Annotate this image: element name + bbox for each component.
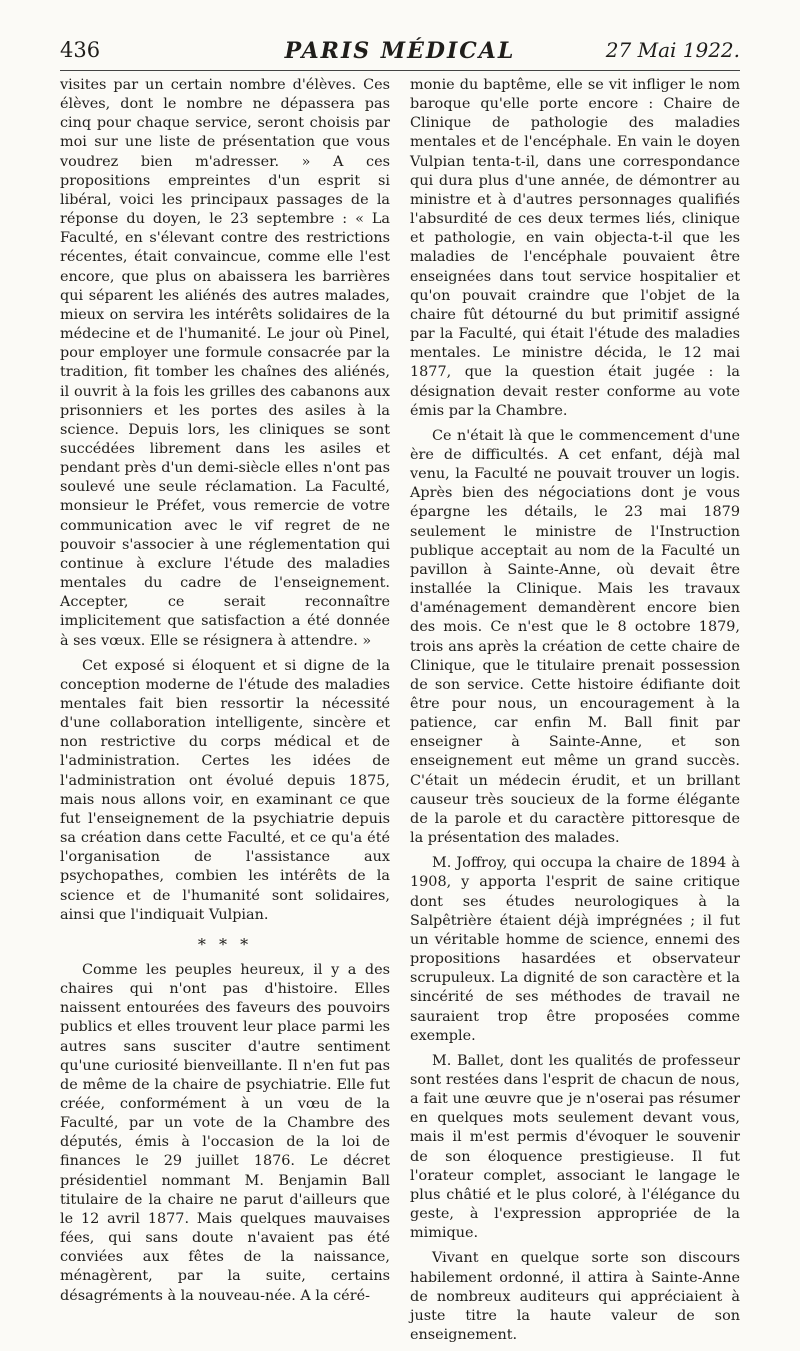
section-separator: * * * — [197, 934, 253, 954]
issue-date: 27 Mai 1922. — [605, 38, 740, 62]
paragraph: monie du baptême, elle se vit infliger le nom baroque qu'elle porte encore : Chaire de Clinique de pathologie des maladies mentales et de l'encéphale. En vain le doyen Vulpian tenta-t-il, dans une correspondance qui dura plus d'une année, de démontrer au ministre et à d'autres personnages qualifiés l'absurdité de ces deux termes liés, clinique et pathologie, en vain objecta-t-il que les maladies de l'encéphale pouvaient être enseignées dans tout service hospitalier et qu'on pouvait craindre que l'objet de la chaire fût détourné du but primitif assigné par la Faculté, qui était l'étude des maladies mentales. Le ministre décida, le 12 mai 1877, que la question était jugée : la désignation devait rester conforme au vote émis par la Chambre. — [410, 77, 740, 419]
page-number: 436 — [60, 38, 101, 62]
paragraph: Vivant en quelque sorte son discours habilement ordonné, il attira à Sainte-Anne de nombreux auditeurs qui appréciaient à juste titre la haute valeur de son enseignement. — [410, 1250, 740, 1343]
left-column — [60, 76, 390, 1312]
paragraph: visites par un certain nombre d'élèves. Ces élèves, dont le nombre ne dépassera pas cinq pour chaque service, seront choisis par moi sur une liste de présentation que vous voudrez bien m'adresser. » A ces propositions empreintes d'un esprit si libéral, voici les principaux passages de la réponse du doyen, le 23 septembre : « La Faculté, en s'élevant contre des restrictions récentes, était convaincue, comme elle l'est encore, que plus on abaissera les barrières qui séparent les aliénés des autres malades, mieux on servira les intérêts solidaires de la médecine et de l'humanité. Le jour où Pinel, pour employer une formule consacrée par la tradition, fit tomber les chaînes des aliénés, il ouvrit à la fois les grilles des cabanons aux prisonniers et les portes des asiles à la science. Depuis lors, les cliniques se sont succédées librement dans les asiles et pendant près d'un demi-siècle elles n'ont pas soulevé une seule réclamation. La Faculté, monsieur le Préfet, vous remercie de votre communication avec le vif regret de ne pouvoir s'associer à une réglementation qui continue à exclure l'étude des maladies mentales du cadre de l'enseignement. Accepter, ce serait reconnaître implicitement que satisfaction a été donnée à ses vœux. Elle se résignera à attendre. » — [60, 77, 390, 649]
journal-title: PARIS MÉDICAL — [284, 38, 516, 64]
right-column — [410, 76, 740, 1351]
paragraph: Cet exposé si éloquent et si digne de la conception moderne de l'étude des maladies mentales fait bien ressortir la nécessité d'une collaboration intelligente, sincère et non restrictive du corps médical et de l'administration. Certes les idées de l'administration ont évolué depuis 1875, mais nous allons voir, en examinant ce que fut l'enseignement de la psychiatrie depuis sa création dans cette Faculté, et ce qu'a été l'organisation de l'assistance aux psychopathes, combien les intérêts de la science et de l'humanité sont solidaires, ainsi que l'indiquait Vulpian. — [60, 657, 390, 923]
header-rule — [60, 70, 740, 71]
running-header — [60, 34, 740, 70]
paragraph: Comme les peuples heureux, il y a des chaires qui n'ont pas d'histoire. Elles naissent entourées des faveurs des pouvoirs publics et elles trouvent leur place parmi les autres sans susciter d'autre sentiment qu'une curiosité bienveillante. Il n'en fut pas de même de la chaire de psychiatrie. Elle fut créée, conformément à un vœu de la Faculté, par un vote de la Chambre des députés, émis à l'occasion de la loi de finances le 29 juillet 1876. Le décret présidentiel nommant M. Benjamin Ball titulaire de la chaire ne parut d'ailleurs que le 12 avril 1877. Mais quelques mauvaises fées, qui sans doute n'avaient pas été conviées aux fêtes de la naissance, ménagèrent, par la suite, certains désagréments à la nouveau-née. A la céré- — [60, 961, 390, 1304]
paragraph: M. Joffroy, qui occupa la chaire de 1894 à 1908, y apporta l'esprit de saine critique dont ses études neurologiques à la Salpêtrière étaient déjà imprégnées ; il fut un véritable homme de science, ennemi des propositions hasardées et observateur scrupuleux. La dignité de son caractère et la sincérité de ses méthodes de travail ne sauraient trop être proposées comme exemple. — [410, 855, 740, 1044]
paragraph: M. Ballet, dont les qualités de professeur sont restées dans l'esprit de chacun de nous, a fait une œuvre que je n'oserai pas résumer en quelques mots seulement devant vous, mais il m'est permis d'évoquer le souvenir de son éloquence prestigieuse. Il fut l'orateur complet, associant le langage le plus châtié et le plus coloré, à l'élégance du geste, à l'expression appropriée de la mimique. — [410, 1052, 740, 1242]
paragraph: Ce n'était là que le commencement d'une ère de difficultés. A cet enfant, déjà mal venu, la Faculté ne pouvait trouver un logis. Après bien des négociations dont je vous épargne les détails, le 23 mai 1879 seulement le ministre de l'Instruction publique acceptait au nom de la Faculté un pavillon à Sainte-Anne, où devait être installée la Clinique. Mais les travaux d'aménagement demandèrent encore bien des mois. Ce n'est que le 8 octobre 1879, trois ans après la création de cette chaire de Clinique, que le titulaire prenait possession de son service. Cette histoire édifiante doit être pour nous, un encouragement à la patience, car enfin M. Ball finit par enseigner à Sainte-Anne, et son enseignement eut même un grand succès. C'était un médecin érudit, et un brillant causeur très soucieux de la forme élégante de la parole et du caractère pittoresque de la présentation des malades. — [410, 427, 740, 847]
